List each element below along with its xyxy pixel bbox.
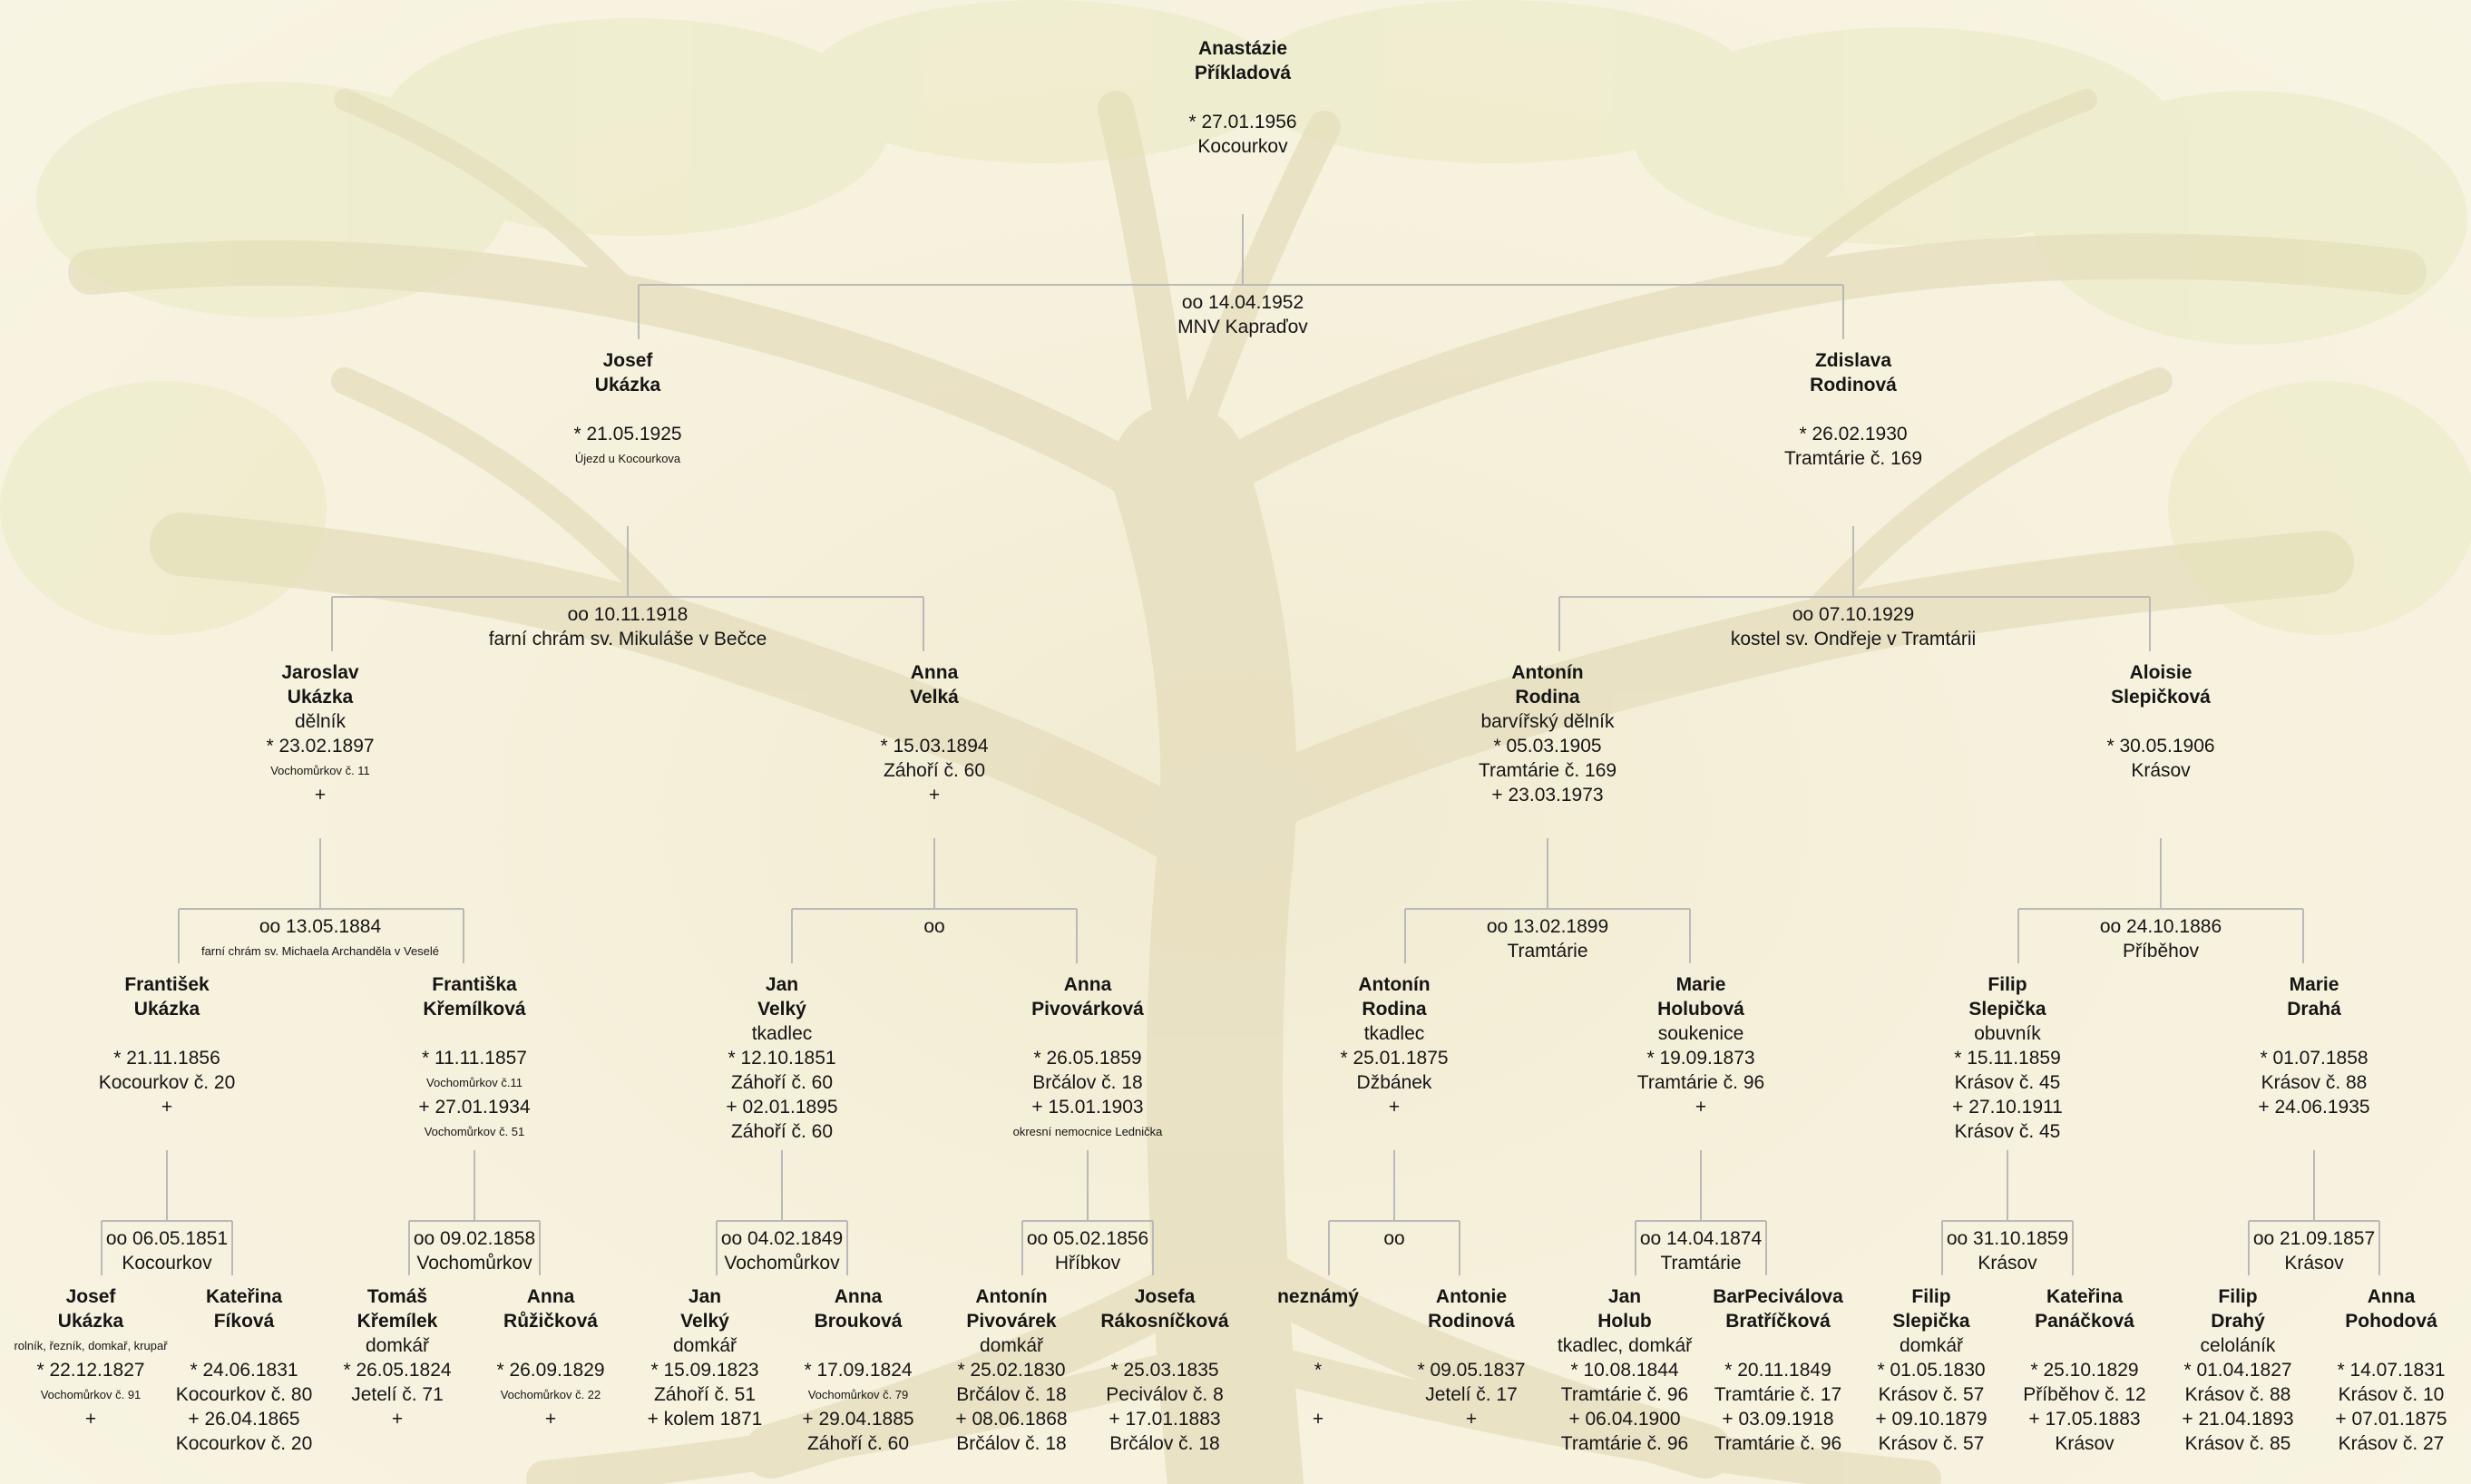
person-surname: Slepička (1968, 999, 2046, 1020)
spacer (1277, 1309, 1359, 1333)
person-gg7 (1952, 972, 2063, 1144)
person-death-place: Záhoří č. 60 (806, 1433, 910, 1454)
spacer (496, 1333, 604, 1358)
person-surname: Ukázka (57, 1311, 124, 1332)
person-surname: Velký (757, 999, 806, 1020)
person-gg6 (1637, 972, 1764, 1119)
person-surname: Velká (910, 687, 959, 708)
marriage-place: Příběhov (2122, 941, 2200, 962)
person-death: + (84, 1409, 97, 1430)
person-death-place: Krásov č. 57 (1878, 1433, 1985, 1454)
person-given-name: Anna (1063, 974, 1112, 995)
person-gg5 (1340, 972, 1448, 1119)
person-surname: Bratříčková (1725, 1311, 1831, 1332)
person-death: + 07.01.1875 (2335, 1409, 2447, 1430)
person-occupation: dělník (294, 711, 347, 732)
person-given-name: Kateřina (2046, 1286, 2124, 1307)
person-birth-date: * 27.01.1956 (1188, 112, 1297, 132)
person-birth-date: * 26.05.1824 (343, 1360, 452, 1381)
spacer (1277, 1382, 1359, 1407)
person-given-name: Anastázie (1197, 38, 1288, 59)
person-death: + 06.04.1900 (1568, 1409, 1681, 1430)
marriage-m_g3 (1487, 914, 1608, 963)
marriage-date: oo 14.04.1874 (1639, 1228, 1763, 1249)
person-occupation: tkadlec (1363, 1023, 1425, 1044)
marriage-date: oo (1383, 1228, 1405, 1249)
person-death: + 08.06.1868 (955, 1409, 1068, 1430)
person-death-place: Tramtárie č. 96 (1560, 1433, 1689, 1454)
marriage-date: oo 10.11.1918 (567, 604, 689, 625)
person-birth-place: Krásov č. 88 (2184, 1384, 2291, 1405)
person-death-place: Krásov č. 45 (1954, 1121, 2061, 1142)
person-ggg11 (1558, 1284, 1692, 1456)
person-birth-date: * 15.11.1859 (1954, 1048, 2061, 1069)
person-ggg15 (2182, 1284, 2293, 1456)
person-birth-date: * 10.08.1844 (1570, 1360, 1679, 1381)
spacer (2106, 709, 2214, 734)
person-birth-date: * 30.05.1906 (2106, 736, 2215, 757)
person-ggg6 (802, 1284, 913, 1456)
person-ggg16 (2335, 1284, 2447, 1456)
person-birth-place: Záhoří č. 51 (653, 1384, 757, 1405)
marriage-m_g4 (2100, 914, 2222, 963)
spacer (99, 1021, 236, 1046)
person-birth-place: Kocourkov (1197, 136, 1288, 157)
spacer (573, 397, 681, 422)
person-death: + (928, 785, 941, 805)
person-death-place: Brčálov č. 18 (1109, 1433, 1220, 1454)
person-given-name: Františka (432, 974, 517, 995)
marriage-date: oo 09.02.1858 (413, 1228, 536, 1249)
person-birth-date: * 25.03.1835 (1110, 1360, 1219, 1381)
person-given-name: Antonín (975, 1286, 1048, 1307)
person-birth-date: * 01.07.1858 (2260, 1048, 2368, 1069)
person-birth-place: Záhoří č. 60 (883, 760, 986, 781)
person-p2 (1784, 348, 1922, 471)
person-birth-place: Tramtárie č. 169 (1478, 760, 1617, 781)
spacer (880, 709, 988, 734)
person-g2 (880, 660, 988, 807)
person-birth-place: Újezd u Kocourkova (574, 452, 681, 465)
person-surname: Ukázka (133, 999, 200, 1020)
person-given-name: neznámý (1277, 1286, 1359, 1307)
spacer (418, 1021, 530, 1046)
person-surname: Ukázka (594, 375, 661, 395)
person-birth-place: Krásov č. 10 (2338, 1384, 2445, 1405)
person-birth-place: Krásov č. 45 (1954, 1072, 2061, 1093)
person-birth-date: * 26.09.1829 (496, 1360, 605, 1381)
person-ggg8 (1100, 1284, 1228, 1456)
marriage-m_g1 (201, 914, 439, 963)
person-birth-place: Vochomůrkov č. 22 (500, 1388, 601, 1401)
spacer (2023, 1333, 2145, 1358)
person-birth-date: * 19.09.1873 (1646, 1048, 1755, 1069)
person-occupation: soukenice (1657, 1023, 1744, 1044)
person-surname: Pivovárková (1031, 999, 1144, 1020)
person-given-name: Josef (65, 1286, 116, 1307)
person-birth-date: * 14.07.1831 (2337, 1360, 2446, 1381)
person-death: + (314, 785, 327, 805)
marriage-place: farní chrám sv. Mikuláše v Bečce (488, 629, 767, 649)
person-given-name: Antonín (1511, 662, 1584, 683)
person-birth-place: Kocourkov č. 80 (175, 1384, 313, 1405)
marriage-m_gg5 (1383, 1226, 1404, 1251)
person-given-name: Jaroslav (281, 662, 359, 683)
person-given-name: BarPeciválova (1713, 1286, 1843, 1307)
person-given-name: Josefa (1134, 1286, 1196, 1307)
person-surname: Holubová (1657, 999, 1744, 1020)
marriage-m_gg7 (1947, 1226, 2068, 1275)
person-death-place: Záhoří č. 60 (730, 1121, 834, 1142)
marriage-place: Krásov (2284, 1253, 2344, 1274)
person-death: + kolem 1871 (647, 1409, 763, 1430)
person-occupation: rolník, řezník, domkař, krupař (14, 1339, 168, 1352)
person-birth-date: * 25.10.1829 (2030, 1360, 2139, 1381)
person-given-name: Anna (526, 1286, 575, 1307)
marriage-m_root (1177, 290, 1308, 339)
person-death: + 27.10.1911 (1952, 1097, 2063, 1118)
person-death-place: Krásov č. 27 (2338, 1433, 2445, 1454)
spacer (2335, 1333, 2447, 1358)
person-birth-place: Tramtárie č. 17 (1714, 1384, 1842, 1405)
marriage-m_p1 (489, 602, 767, 651)
person-surname: Drahá (2287, 999, 2341, 1020)
person-birth-date: * 26.05.1859 (1033, 1048, 1142, 1069)
person-surname: Příkladová (1194, 63, 1292, 83)
person-surname: Křemílková (423, 999, 526, 1020)
marriage-place: Vochomůrkov (724, 1253, 840, 1274)
person-given-name: Anna (910, 662, 959, 683)
person-birth-date: * 01.04.1827 (2183, 1360, 2292, 1381)
person-birth-place: Krásov č. 88 (2261, 1072, 2368, 1093)
person-occupation: domkář (365, 1335, 430, 1356)
person-birth-place: Vochomůrkov č. 11 (270, 764, 370, 777)
person-ggg13 (1875, 1284, 1987, 1456)
person-death: + 23.03.1973 (1491, 785, 1604, 805)
person-birth-place: Krásov č. 57 (1878, 1384, 1985, 1405)
person-given-name: Filip (1988, 974, 2027, 995)
person-ggg4 (496, 1284, 604, 1431)
spacer (1713, 1333, 1843, 1358)
marriage-date: oo 07.10.1929 (1792, 604, 1915, 625)
spacer (1013, 1021, 1163, 1046)
person-birth-date: * 21.11.1856 (113, 1048, 220, 1069)
person-occupation: domkář (1899, 1335, 1964, 1356)
person-death: + 24.06.1935 (2258, 1097, 2370, 1118)
person-birth-place: Jetelí č. 71 (351, 1384, 444, 1405)
person-given-name: Anna (834, 1286, 883, 1307)
person-given-name: Antonín (1358, 974, 1431, 995)
person-occupation: domkář (979, 1335, 1044, 1356)
person-surname: Holub (1597, 1311, 1652, 1332)
person-birth-date: * 12.10.1851 (728, 1048, 836, 1069)
spacer (2258, 1021, 2369, 1046)
person-death-place: okresní nemocnice Lednička (1012, 1125, 1163, 1138)
person-ggg12 (1713, 1284, 1843, 1456)
marriage-m_gg1 (106, 1226, 228, 1275)
person-death: + (161, 1097, 173, 1118)
person-birth-place: Vochomůrkov č.11 (426, 1076, 523, 1089)
person-birth-date: * 09.05.1837 (1417, 1360, 1526, 1381)
person-given-name: Aloisie (2129, 662, 2193, 683)
person-birth-place: Brčálov č. 18 (1032, 1072, 1143, 1093)
person-given-name: Anna (2367, 1286, 2416, 1307)
marriage-m_gg3 (721, 1226, 843, 1275)
person-given-name: Marie (1675, 974, 1726, 995)
marriage-place: MNV Kapraďov (1177, 317, 1308, 337)
person-occupation: tkadlec (751, 1023, 813, 1044)
person-surname: Slepičková (2111, 687, 2211, 708)
person-surname: Ukázka (287, 687, 354, 708)
marriage-m_gg2 (414, 1226, 535, 1275)
person-ggg1 (14, 1284, 167, 1431)
person-birth-place: Džbánek (1356, 1072, 1432, 1093)
person-given-name: Josef (602, 350, 653, 371)
marriage-place: Krásov (1978, 1253, 2037, 1274)
person-surname: Pohodová (2345, 1311, 2437, 1332)
person-g4 (2106, 660, 2214, 783)
person-given-name: Tomáš (366, 1286, 428, 1307)
marriage-date: oo 14.04.1952 (1181, 292, 1304, 313)
person-birth-place: Peciválov č. 8 (1106, 1384, 1224, 1405)
marriage-date: oo 13.02.1899 (1486, 916, 1609, 937)
marriage-m_gg6 (1640, 1226, 1762, 1275)
marriage-date: oo 05.02.1856 (1026, 1228, 1149, 1249)
person-given-name: Antonie (1435, 1286, 1508, 1307)
person-birth-date: * 25.01.1875 (1340, 1048, 1449, 1069)
person-gg2 (418, 972, 530, 1144)
person-death-place: Kocourkov č. 20 (175, 1433, 313, 1454)
person-occupation: domkář (672, 1335, 737, 1356)
marriage-m_gg4 (1027, 1226, 1148, 1275)
person-birth-date: * 11.11.1857 (421, 1048, 527, 1069)
person-g3 (1479, 660, 1616, 807)
person-ggg5 (648, 1284, 763, 1431)
person-death: + 15.01.1903 (1031, 1097, 1144, 1118)
person-birth-place: Záhoří č. 60 (730, 1072, 834, 1093)
person-death: + (1465, 1409, 1478, 1430)
person-gg1 (99, 972, 236, 1119)
person-ggg10 (1417, 1284, 1525, 1431)
person-occupation: celoláník (2200, 1335, 2276, 1356)
person-birth-date: * 01.05.1830 (1877, 1360, 1986, 1381)
person-death: + 17.01.1883 (1109, 1409, 1221, 1430)
person-birth-place: Tramtárie č. 169 (1783, 448, 1923, 469)
person-given-name: František (124, 974, 210, 995)
person-ggg2 (176, 1284, 313, 1456)
marriage-place: Tramtárie (1660, 1253, 1742, 1274)
person-birth-place: Vochomůrkov č. 91 (40, 1388, 142, 1401)
spacer (1417, 1333, 1525, 1358)
marriage-place: Kocourkov (122, 1253, 212, 1274)
person-gg3 (726, 972, 837, 1144)
person-given-name: Jan (688, 1286, 722, 1307)
person-death: + 26.04.1865 (188, 1409, 300, 1430)
person-occupation: barvířský dělník (1480, 711, 1615, 732)
person-surname: Rákosníčková (1100, 1311, 1229, 1332)
person-death: + 02.01.1895 (726, 1097, 838, 1118)
person-birth-place: Příběhov č. 12 (2023, 1384, 2146, 1405)
person-surname: Rodina (1362, 999, 1427, 1020)
person-gg8 (2258, 972, 2369, 1119)
person-given-name: Kateřina (205, 1286, 283, 1307)
person-surname: Pivovárek (966, 1311, 1057, 1332)
person-ggg9 (1277, 1284, 1359, 1431)
marriage-date: oo 06.05.1851 (105, 1228, 229, 1249)
person-birth-date: * 05.03.1905 (1493, 736, 1602, 757)
person-birth-date: * 26.02.1930 (1799, 424, 1908, 444)
person-death: + 21.04.1893 (2182, 1409, 2294, 1430)
person-death-place: Tramtárie č. 96 (1714, 1433, 1842, 1454)
person-birth-date: * 17.09.1824 (804, 1360, 913, 1381)
person-surname: Křemílek (356, 1311, 438, 1332)
person-death: + 09.10.1879 (1875, 1409, 1988, 1430)
person-death: + 29.04.1885 (802, 1409, 914, 1430)
person-given-name: Zdislava (1814, 350, 1892, 371)
person-surname: Fíková (213, 1311, 275, 1332)
person-birth-date: * 24.06.1831 (190, 1360, 298, 1381)
person-birth-date: * (1314, 1360, 1323, 1381)
person-death: + 27.01.1934 (418, 1097, 531, 1118)
person-surname: Panáčková (2035, 1311, 2134, 1332)
person-birth-date: * 22.12.1827 (36, 1360, 145, 1381)
person-birth-place: Krásov (2131, 760, 2191, 781)
person-birth-place: Tramtárie č. 96 (1560, 1384, 1689, 1405)
person-given-name: Marie (2289, 974, 2339, 995)
person-death: + (1388, 1097, 1401, 1118)
spacer (802, 1333, 913, 1358)
person-death-place: Krásov č. 85 (2184, 1433, 2291, 1454)
marriage-m_g2 (923, 914, 944, 939)
person-surname: Růžičková (503, 1311, 598, 1332)
person-birth-place: Jetelí č. 17 (1425, 1384, 1518, 1405)
marriage-place: Hříbkov (1054, 1253, 1121, 1274)
person-birth-date: * 21.05.1925 (573, 424, 682, 444)
person-surname: Rodinová (1810, 375, 1897, 395)
person-death: + (1312, 1409, 1324, 1430)
person-p1 (573, 348, 681, 471)
marriage-date: oo 31.10.1859 (1946, 1228, 2069, 1249)
person-surname: Drahý (2211, 1311, 2265, 1332)
person-given-name: Jan (1607, 1286, 1642, 1307)
marriage-date: oo (923, 916, 945, 937)
marriage-place: kostel sv. Ondřeje v Tramtárii (1730, 629, 1977, 649)
person-surname: Velký (680, 1311, 729, 1332)
person-surname: Brouková (814, 1311, 903, 1332)
person-birth-place: Tramtárie č. 96 (1636, 1072, 1765, 1093)
person-death: + (544, 1409, 557, 1430)
marriage-date: oo 04.02.1849 (720, 1228, 844, 1249)
person-birth-place: Brčálov č. 18 (956, 1384, 1067, 1405)
person-occupation: obuvník (1974, 1023, 2041, 1044)
person-death: + (391, 1409, 404, 1430)
person-birth-date: * 15.09.1823 (650, 1360, 759, 1381)
spacer (176, 1333, 313, 1358)
marriage-date: oo 24.10.1886 (2099, 916, 2222, 937)
person-ggg3 (343, 1284, 451, 1431)
person-surname: Rodina (1515, 687, 1580, 708)
marriage-date: oo 13.05.1884 (259, 916, 382, 937)
person-root (1188, 36, 1296, 159)
person-g1 (266, 660, 374, 807)
person-ggg7 (955, 1284, 1067, 1456)
person-surname: Rodinová (1428, 1311, 1515, 1332)
marriage-place: farní chrám sv. Michaela Archanděla v Veselé (200, 944, 440, 958)
person-birth-place: Vochomůrkov č. 79 (807, 1388, 909, 1401)
marriage-place: Tramtárie (1507, 941, 1588, 962)
person-occupation: tkadlec, domkář (1557, 1335, 1693, 1356)
spacer (1188, 85, 1296, 110)
person-ggg14 (2023, 1284, 2145, 1456)
person-birth-date: * 25.02.1830 (957, 1360, 1066, 1381)
marriage-date: oo 21.09.1857 (2252, 1228, 2376, 1249)
person-death: + 03.09.1918 (1722, 1409, 1834, 1430)
marriage-place: Vochomůrkov (416, 1253, 532, 1274)
spacer (1277, 1333, 1359, 1358)
person-gg4 (1013, 972, 1163, 1144)
person-birth-place: Kocourkov č. 20 (98, 1072, 236, 1093)
person-given-name: Filip (1911, 1286, 1951, 1307)
person-death-place: Krásov (2055, 1433, 2115, 1454)
person-death-place: Vochomůrkov č. 51 (424, 1125, 525, 1138)
person-given-name: Jan (765, 974, 799, 995)
spacer (1784, 397, 1922, 422)
person-surname: Slepička (1892, 1311, 1970, 1332)
person-birth-date: * 23.02.1897 (266, 736, 375, 757)
person-death: + (1695, 1097, 1707, 1118)
marriage-m_p2 (1731, 602, 1976, 651)
person-birth-date: * 20.11.1849 (1724, 1360, 1831, 1381)
person-death: + 17.05.1883 (2028, 1409, 2141, 1430)
person-given-name: Filip (2218, 1286, 2258, 1307)
person-birth-date: * 15.03.1894 (880, 736, 989, 757)
spacer (1100, 1333, 1228, 1358)
person-death-place: Brčálov č. 18 (956, 1433, 1067, 1454)
marriage-m_gg8 (2253, 1226, 2375, 1275)
